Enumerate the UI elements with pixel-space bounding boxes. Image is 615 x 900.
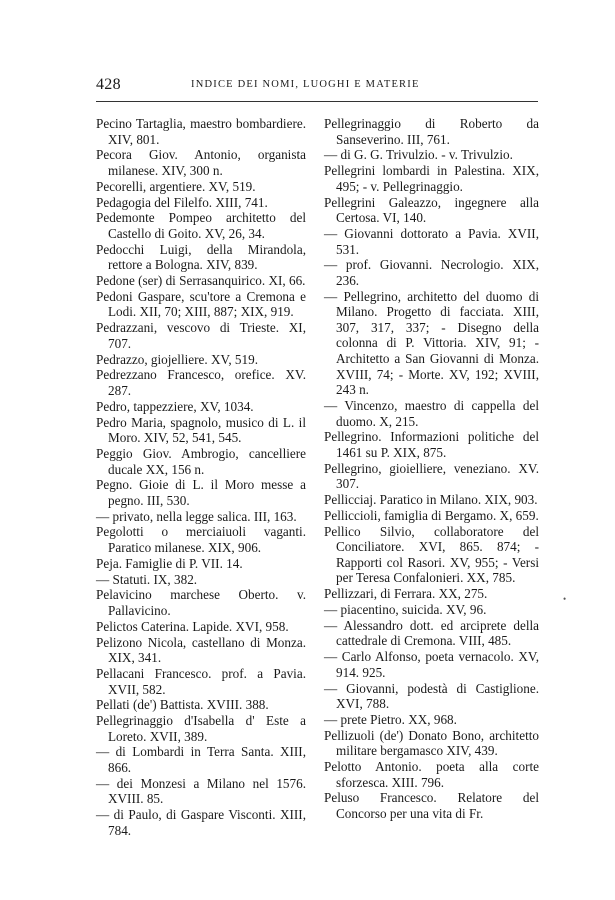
index-entry: Pellizzari, di Ferrara. XX, 275. <box>324 586 488 602</box>
index-entry: Pellegrinaggio d'Isabella d' Este a Loreto. XVII, 389. <box>96 713 306 744</box>
index-entry: Pellati (de') Battista. XVIII. 388. <box>96 697 269 713</box>
index-entry: Peja. Famiglie di P. VII. 14. <box>96 555 243 571</box>
left-column <box>96 116 306 839</box>
index-entry: Pecora Giov. Antonio, organista milanese. XIV, 300 n. <box>96 147 306 178</box>
index-entry: Pegolotti o merciaiuoli vaganti. Paratico milanese. XIX, 906. <box>96 524 306 556</box>
index-entry: — Giovanni, podestà di Castiglione. XVI, 788. <box>324 680 539 712</box>
index-entry: — di Lombardi in Terra Santa. XIII, 866. <box>96 744 306 776</box>
index-entry: Peluso Francesco. Relatore del Concorso per una vita di Fr. <box>324 790 539 822</box>
index-entry: Pellicciaj. Paratico in Milano. XIX, 903. <box>324 492 538 508</box>
index-entry: Pellegrinaggio di Roberto da Sanseverino. III, 761. <box>324 116 539 147</box>
index-entry: Pelliccioli, famiglia di Bergamo. X, 659. <box>324 507 539 523</box>
running-title: INDICE DEI NOMI, LUOGHI E MATERIE <box>191 79 420 90</box>
index-entry: — Vincenzo, maestro di cappella del duomo. X, 215. <box>324 398 539 429</box>
index-entry: Pelizono Nicola, castellano di Monza. XIX, 341. <box>96 634 306 666</box>
index-entry: — prete Pietro. XX, 968. <box>324 711 457 727</box>
header-rule <box>96 101 538 102</box>
index-entry: Pelictos Caterina. Lapide. XVI, 958. <box>96 618 289 634</box>
index-entry: — piacentino, suicida. XV, 96. <box>324 602 487 618</box>
index-entry: Pedocchi Luigi, della Mirandola, rettore a Bologna. XIV, 839. <box>96 241 306 273</box>
index-entry: Pedro Maria, spagnolo, musico di L. il Moro. XIV, 52, 541, 545. <box>96 414 306 446</box>
index-entry: — di Paulo, di Gaspare Visconti. XIII, 784. <box>96 807 306 838</box>
index-entry: Pellegrini Galeazzo, ingegnere alla Certosa. VI, 140. <box>324 194 539 226</box>
index-entry: Pegno. Gioie di L. il Moro messe a pegno. III, 530. <box>96 477 306 508</box>
index-entry: Pedrazzani, vescovo di Trieste. XI, 707. <box>96 320 306 351</box>
index-entry: Pelotto Antonio. poeta alla corte sforzesca. XIII. 796. <box>324 759 539 790</box>
index-entry: Pellico Silvio, collaboratore del Conciliatore. XVI, 865. 874; - Rapporti col Rasori. XV, 955; - Versi per Teresa Confalonieri. XX, 785. <box>324 523 539 586</box>
index-entry: — Giovanni dottorato a Pavia. XVII, 531. <box>324 225 539 257</box>
index-entry: Pecino Tartaglia, maestro bombardiere. XIV, 801. <box>96 116 306 147</box>
index-entry: Pedrezzano Francesco, orefice. XV. 287. <box>96 367 306 398</box>
index-entry: Pellizuoli (de') Donato Bono, architetto militare bergamasco XIV, 439. <box>324 727 539 759</box>
index-entry: Pelavicino marchese Oberto. v. Pallavicino. <box>96 587 306 618</box>
index-entry: — privato, nella legge salica. III, 163. <box>96 508 297 524</box>
index-entry: Pedoni Gaspare, scu'tore a Cremona e Lodi. XII, 70; XIII, 887; XIX, 919. <box>96 288 306 320</box>
index-entry: — Statuti. IX, 382. <box>96 571 198 587</box>
index-entry: Pellegrino. Informazioni politiche del 1461 su P. XIX, 875. <box>324 429 539 460</box>
index-entry: — prof. Giovanni. Necrologio. XIX, 236. <box>324 257 539 288</box>
index-entry: Pellegrino, gioielliere, veneziano. XV. 307. <box>324 460 539 492</box>
index-entry: — Pellegrino, architetto del duomo di Milano. Progetto di facciata. XIII, 307, 317, 337; - Disegno della colonna di P. Vittoria. XIV, 91; - Architetto a San Giovanni di Monza. XVIII, 74; - Morte. XV, 192; XVIII, 243 n. <box>324 288 539 398</box>
index-entry: Pecorelli, argentiere. XV, 519. <box>96 178 256 194</box>
index-entry: — dei Monzesi a Milano nel 1576. XVIII. 85. <box>96 775 306 807</box>
index-entry: Pedrazzo, giojelliere. XV, 519. <box>96 351 258 367</box>
index-entry: Pellacani Francesco. prof. a Pavia. XVII, 582. <box>96 665 306 697</box>
index-entry: — Alessandro dott. ed arciprete della cattedrale di Cremona. VIII, 485. <box>324 617 539 649</box>
index-entry: Pedone (ser) di Serrasanquirico. XI, 66. <box>96 273 306 289</box>
stray-mark: • <box>563 594 567 604</box>
index-entry: — di G. G. Trivulzio. - v. Trivulzio. <box>324 147 513 163</box>
index-entry: Pedagogia del Filelfo. XIII, 741. <box>96 194 268 210</box>
page-number: 428 <box>96 76 121 93</box>
index-entry: Pedro, tappezziere, XV, 1034. <box>96 398 254 414</box>
page-header <box>96 76 536 96</box>
index-entry: Pellegrini lombardi in Palestina. XIX, 495; - v. Pellegrinaggio. <box>324 163 539 194</box>
index-entry: Peggio Giov. Ambrogio, cancelliere ducale XX, 156 n. <box>96 445 306 477</box>
right-column <box>324 116 539 822</box>
index-entry: Pedemonte Pompeo architetto del Castello di Goito. XV, 26, 34. <box>96 210 306 241</box>
index-entry: — Carlo Alfonso, poeta vernacolo. XV, 914. 925. <box>324 649 539 680</box>
